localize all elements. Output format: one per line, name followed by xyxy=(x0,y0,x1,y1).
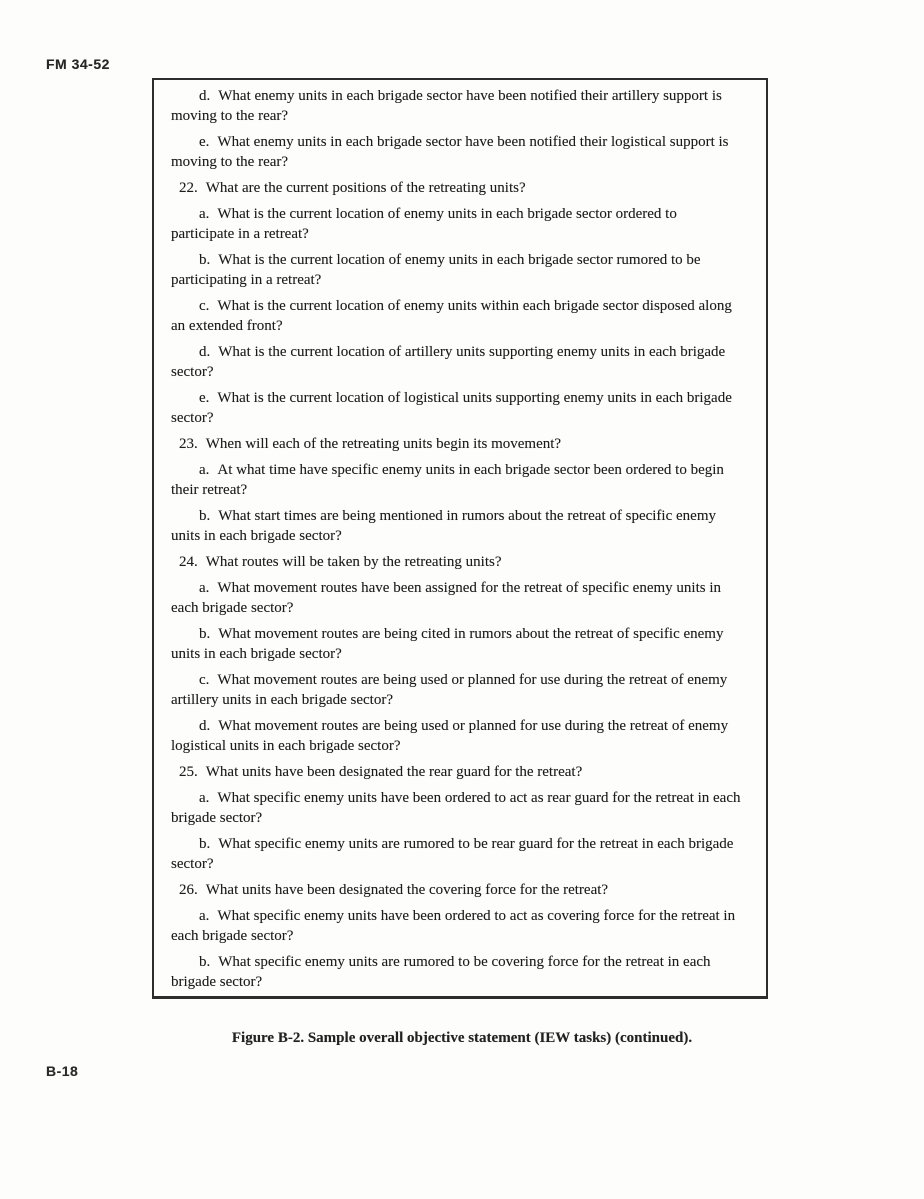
question-text: What is the current location of enemy units in each brigade sector rumored to be participating in a retreat? xyxy=(171,252,701,288)
question-label: d. xyxy=(199,718,211,734)
question-label: a. xyxy=(199,908,210,924)
question-label: b. xyxy=(199,626,211,642)
question-text: What movement routes are being cited in rumors about the retreat of specific enemy units in each brigade sector? xyxy=(171,626,724,662)
question-text: What enemy units in each brigade sector have been notified their artillery support is moving to the rear? xyxy=(171,88,722,124)
question-text: What is the current location of enemy units within each brigade sector disposed along an extended front? xyxy=(171,298,732,334)
question-label: a. xyxy=(199,206,210,222)
question-label: c. xyxy=(199,672,210,688)
question-item xyxy=(171,506,742,546)
question-item xyxy=(171,880,742,900)
question-item xyxy=(171,552,742,572)
figure-caption: Figure B-2. Sample overall objective statement (IEW tasks) (continued). xyxy=(231,1030,693,1046)
question-text: What specific enemy units have been ordered to act as covering force for the retreat in each brigade sector? xyxy=(171,908,736,944)
question-item xyxy=(171,906,742,946)
question-text: What movement routes have been assigned for the retreat of specific enemy units in each brigade sector? xyxy=(171,580,721,616)
question-text: What units have been designated the rear guard for the retreat? xyxy=(205,764,583,780)
question-list xyxy=(171,86,742,992)
question-text: What specific enemy units are rumored to be covering force for the retreat in each brigade sector? xyxy=(171,954,711,990)
question-label: b. xyxy=(199,836,211,852)
question-text: What are the current positions of the retreating units? xyxy=(205,180,526,196)
question-item xyxy=(171,952,742,992)
question-item xyxy=(171,250,742,290)
question-label: d. xyxy=(199,344,211,360)
question-label: a. xyxy=(199,462,210,478)
question-label: 26. xyxy=(179,882,198,898)
question-text: What is the current location of enemy units in each brigade sector ordered to participate in a retreat? xyxy=(171,206,677,242)
question-text: When will each of the retreating units begin its movement? xyxy=(205,436,562,452)
question-item xyxy=(171,670,742,710)
question-text: What units have been designated the covering force for the retreat? xyxy=(205,882,609,898)
question-text: What movement routes are being used or planned for use during the retreat of enemy artillery units in each brigade sector? xyxy=(171,672,728,708)
question-text: What start times are being mentioned in rumors about the retreat of specific enemy units in each brigade sector? xyxy=(171,508,716,544)
question-box xyxy=(152,78,768,999)
question-label: 24. xyxy=(179,554,198,570)
question-item xyxy=(171,578,742,618)
question-text: What enemy units in each brigade sector have been notified their logistical support is moving to the rear? xyxy=(171,134,729,170)
question-text: What specific enemy units have been ordered to act as rear guard for the retreat in each brigade sector? xyxy=(171,790,741,826)
question-text: At what time have specific enemy units in each brigade sector been ordered to begin their retreat? xyxy=(171,462,724,498)
question-item xyxy=(171,132,742,172)
question-item xyxy=(171,434,742,454)
question-label: 22. xyxy=(179,180,198,196)
question-item xyxy=(171,86,742,126)
question-text: What is the current location of logistical units supporting enemy units in each brigade sector? xyxy=(171,390,732,426)
question-label: 23. xyxy=(179,436,198,452)
question-label: e. xyxy=(199,134,210,150)
question-label: b. xyxy=(199,508,211,524)
question-label: a. xyxy=(199,790,210,806)
question-label: b. xyxy=(199,252,211,268)
question-label: a. xyxy=(199,580,210,596)
question-text: What routes will be taken by the retreating units? xyxy=(205,554,502,570)
question-label: d. xyxy=(199,88,211,104)
question-item xyxy=(171,762,742,782)
page-number: B-18 xyxy=(46,1063,79,1079)
question-label: 25. xyxy=(179,764,198,780)
question-item xyxy=(171,834,742,874)
question-item xyxy=(171,204,742,244)
question-item xyxy=(171,388,742,428)
question-text: What specific enemy units are rumored to be rear guard for the retreat in each brigade sector? xyxy=(171,836,734,872)
question-label: e. xyxy=(199,390,210,406)
question-item xyxy=(171,716,742,756)
question-text: What movement routes are being used or planned for use during the retreat of enemy logistical units in each brigade sector? xyxy=(171,718,729,754)
question-label: b. xyxy=(199,954,211,970)
question-item xyxy=(171,178,742,198)
question-item xyxy=(171,296,742,336)
question-label: c. xyxy=(199,298,210,314)
question-item xyxy=(171,460,742,500)
question-text: What is the current location of artillery units supporting enemy units in each brigade sector? xyxy=(171,344,726,380)
page-header: FM 34-52 xyxy=(46,56,110,72)
question-item xyxy=(171,788,742,828)
question-item xyxy=(171,342,742,382)
question-item xyxy=(171,624,742,664)
